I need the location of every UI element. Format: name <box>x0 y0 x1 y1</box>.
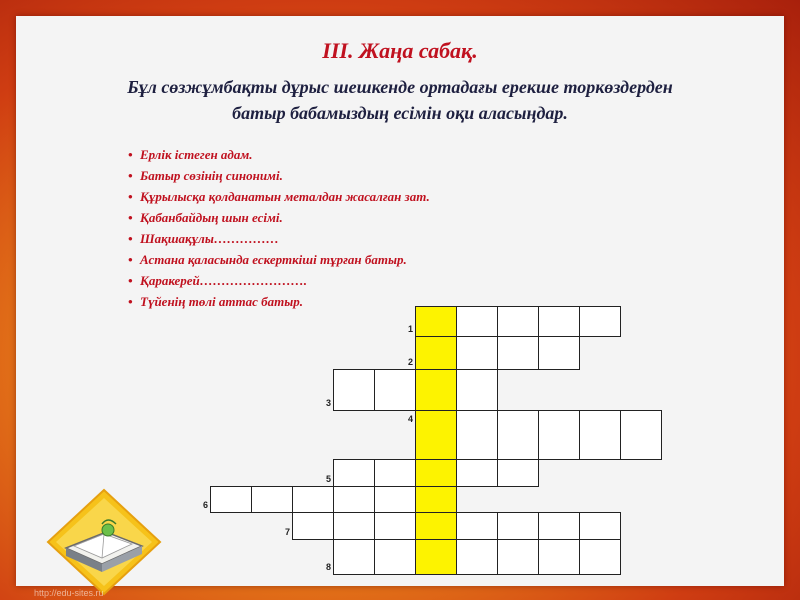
crossword-key-cell[interactable] <box>415 486 457 513</box>
crossword-cell[interactable] <box>538 512 580 540</box>
crossword-cell[interactable] <box>497 410 539 460</box>
crossword-key-cell[interactable] <box>415 369 457 411</box>
crossword-cell[interactable] <box>579 512 621 540</box>
clue-item: • Шақшақұлы…………… <box>128 231 279 246</box>
crossword-cell[interactable] <box>497 512 539 540</box>
row-number: 1 <box>408 324 414 334</box>
crossword-cell[interactable] <box>333 539 375 575</box>
crossword-key-cell[interactable] <box>415 410 457 460</box>
crossword-cell[interactable] <box>374 459 416 487</box>
crossword-cell[interactable] <box>456 410 498 460</box>
crossword-key-cell[interactable] <box>415 459 457 487</box>
row-number: 6 <box>203 500 209 510</box>
crossword-cell[interactable] <box>497 336 539 370</box>
crossword-cell[interactable] <box>497 539 539 575</box>
crossword-key-cell[interactable] <box>415 512 457 540</box>
clue-item: • Қаракерей……………………. <box>128 273 308 288</box>
crossword-cell[interactable] <box>579 539 621 575</box>
crossword-cell[interactable] <box>333 486 375 513</box>
crossword-cell[interactable] <box>579 306 621 337</box>
crossword-cell[interactable] <box>456 512 498 540</box>
crossword-cell[interactable] <box>374 539 416 575</box>
crossword-cell[interactable] <box>538 336 580 370</box>
crossword-cell[interactable] <box>579 410 621 460</box>
book-icon <box>44 486 164 596</box>
crossword-cell[interactable] <box>497 459 539 487</box>
crossword-cell[interactable] <box>333 369 375 411</box>
clue-item: • Астана қаласында ескерткіші тұрған батыр. <box>128 252 407 267</box>
crossword-cell[interactable] <box>333 512 375 540</box>
row-number: 8 <box>326 562 332 572</box>
slide <box>16 16 784 586</box>
clue-item: • Батыр сөзінің синонимі. <box>128 168 283 183</box>
row-number: 4 <box>408 414 414 424</box>
crossword-cell[interactable] <box>374 369 416 411</box>
crossword-cell[interactable] <box>292 486 334 513</box>
crossword-cell[interactable] <box>456 306 498 337</box>
slide-subtitle: Бұл сөзжұмбақты дұрыс шешкенде ортадағы ерекше торкөздерден батыр бабамыздың есімін оқи аласыңдар. <box>127 77 673 123</box>
crossword-cell[interactable] <box>374 512 416 540</box>
crossword-cell[interactable] <box>456 539 498 575</box>
slide-title: III. Жаңа сабақ. <box>322 38 478 63</box>
crossword-cell[interactable] <box>292 512 334 540</box>
crossword-cell[interactable] <box>374 486 416 513</box>
clue-item: • Қабанбайдың шын есімі. <box>128 210 283 225</box>
clue-item: • Ерлік істеген адам. <box>128 147 253 162</box>
crossword-cell[interactable] <box>333 459 375 487</box>
row-number: 2 <box>408 357 414 367</box>
crossword-cell[interactable] <box>497 306 539 337</box>
crossword-cell[interactable] <box>620 410 662 460</box>
watermark: http://edu-sites.ru <box>34 588 104 598</box>
crossword-cell[interactable] <box>538 410 580 460</box>
crossword-cell[interactable] <box>251 486 293 513</box>
row-number: 5 <box>326 474 332 484</box>
clue-list <box>128 144 528 312</box>
crossword-cell[interactable] <box>538 306 580 337</box>
crossword-key-cell[interactable] <box>415 306 457 337</box>
crossword-cell[interactable] <box>538 539 580 575</box>
crossword-cell[interactable] <box>210 486 252 513</box>
crossword-key-cell[interactable] <box>415 336 457 370</box>
clue-item: • Құрылысқа қолданатын металдан жасалған зат. <box>128 189 430 204</box>
crossword-cell[interactable] <box>456 459 498 487</box>
crossword-cell[interactable] <box>456 369 498 411</box>
row-number: 7 <box>285 527 291 537</box>
crossword-cell[interactable] <box>456 336 498 370</box>
row-number: 3 <box>326 398 332 408</box>
clue-item: • Түйенің төлі аттас батыр. <box>128 294 303 309</box>
crossword-key-cell[interactable] <box>415 539 457 575</box>
